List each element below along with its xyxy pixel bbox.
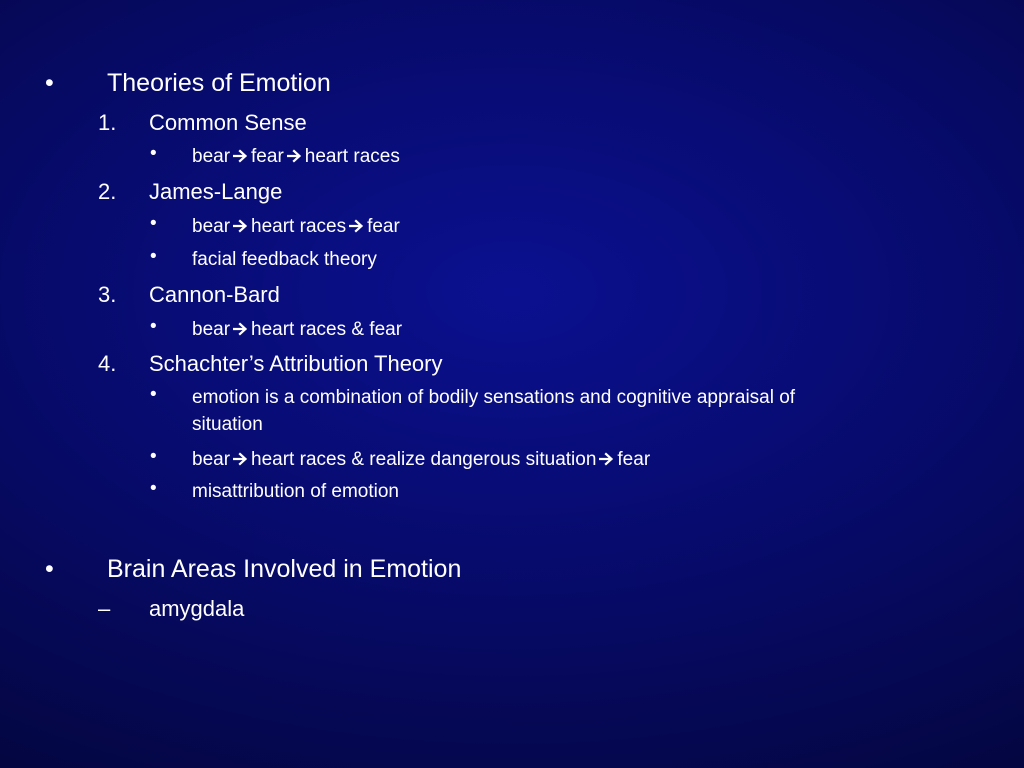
point-text: bear heart races & fear bbox=[192, 319, 403, 340]
dash-marker: – bbox=[98, 596, 111, 621]
point-text: bear fear heart races bbox=[192, 146, 400, 167]
brain-area-title: amygdala bbox=[149, 596, 245, 621]
point-text: bear heart races fear bbox=[192, 216, 400, 237]
theory-title: James-Lange bbox=[149, 179, 283, 204]
number-marker: 4. bbox=[98, 351, 117, 376]
right-arrow-icon bbox=[349, 219, 364, 233]
right-arrow-icon bbox=[233, 322, 248, 336]
theory-title: Common Sense bbox=[149, 110, 307, 135]
point-text: misattribution of emotion bbox=[192, 481, 399, 502]
bullet-marker: • bbox=[150, 478, 157, 499]
bullet-marker: • bbox=[150, 143, 157, 164]
bullet-marker: • bbox=[150, 384, 157, 405]
section-title: Brain Areas Involved in Emotion bbox=[107, 555, 462, 583]
right-arrow-icon bbox=[233, 452, 248, 466]
right-arrow-icon bbox=[287, 149, 302, 163]
point-text: bear heart races & realize dangerous situation fear bbox=[192, 449, 651, 470]
point-text: facial feedback theory bbox=[192, 249, 377, 270]
right-arrow-icon bbox=[599, 452, 614, 466]
number-marker: 2. bbox=[98, 179, 117, 204]
number-marker: 1. bbox=[98, 110, 117, 135]
number-marker: 3. bbox=[98, 282, 117, 307]
bullet-marker: • bbox=[150, 316, 157, 337]
bullet-marker: • bbox=[45, 69, 54, 97]
bullet-marker: • bbox=[150, 246, 157, 267]
section-title: Theories of Emotion bbox=[107, 69, 331, 97]
right-arrow-icon bbox=[233, 219, 248, 233]
right-arrow-icon bbox=[233, 149, 248, 163]
point-text: emotion is a combination of bodily sensations and cognitive appraisal of situation bbox=[192, 387, 796, 435]
bullet-marker: • bbox=[150, 213, 157, 234]
bullet-marker: • bbox=[150, 446, 157, 467]
theory-title: Cannon-Bard bbox=[149, 282, 280, 307]
bullet-marker: • bbox=[45, 555, 54, 583]
theory-title: Schachter’s Attribution Theory bbox=[149, 351, 443, 376]
